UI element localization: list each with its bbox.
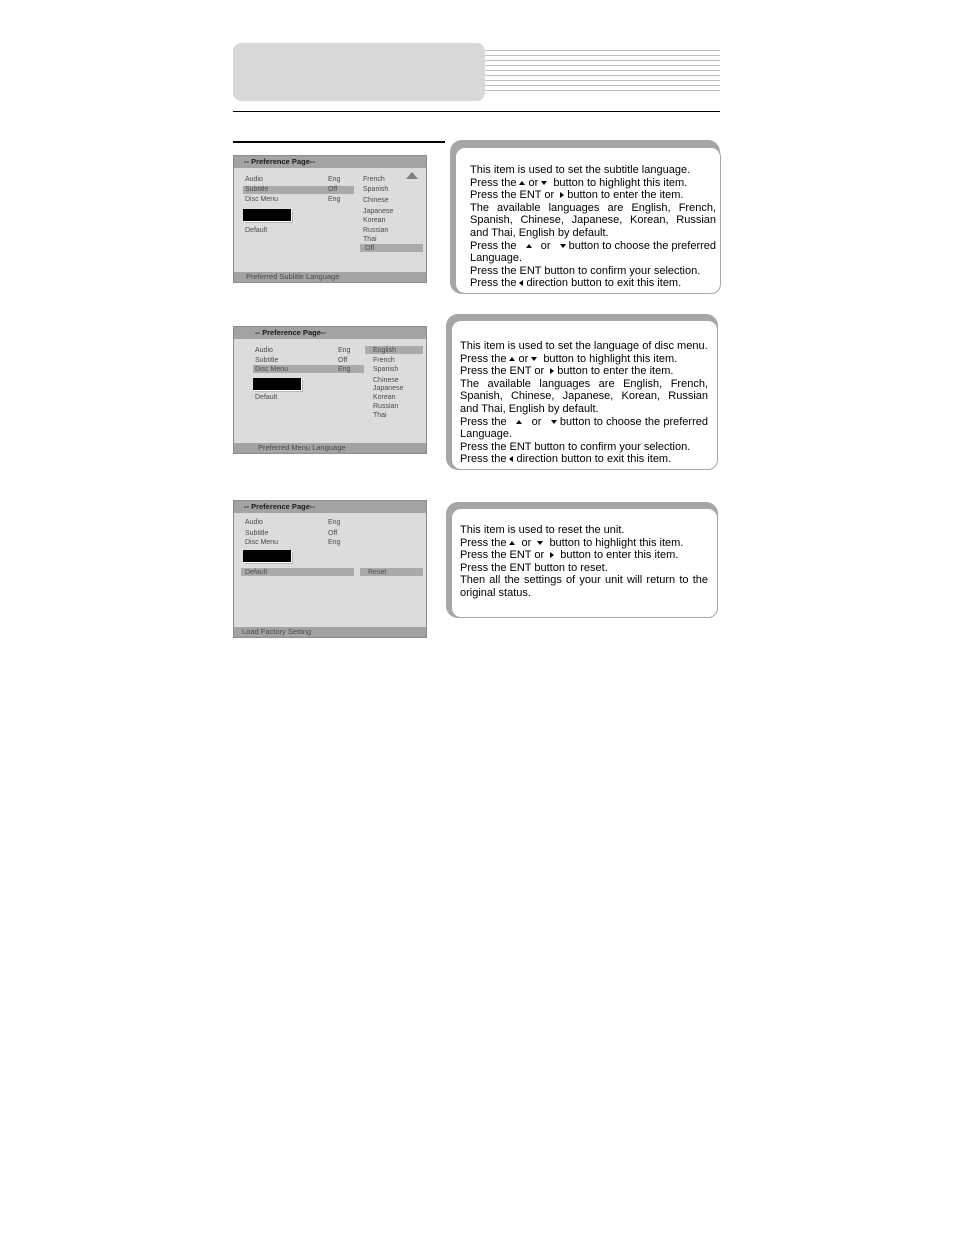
osd-row-label: Audio [245,176,263,183]
info-line: This item is used to set the subtitle language. [470,164,691,176]
subtitle-osd-screen [233,155,427,283]
osd-option: Thai [363,236,377,243]
osd-redacted-block [253,378,301,390]
up-arrow-icon [516,420,522,424]
up-arrow-icon [509,541,515,545]
info-line: Press the direction button to exit this item. [470,277,682,290]
down-arrow-icon [551,420,557,424]
info-line: Press the or button to highlight this item. [460,352,678,365]
info-line: This item is used to set the language of disc menu. [460,340,708,352]
down-arrow-icon [541,181,547,185]
osd-row-value: Eng [328,176,341,183]
osd-title: -- Preference Page-- [234,501,426,513]
osd-row-value: Eng [328,539,341,546]
disc-menu-info-box [451,320,718,470]
left-arrow-icon [519,280,523,286]
osd-row-label: Disc Menu [245,196,279,203]
osd-option: French [363,176,385,183]
right-arrow-icon [550,552,554,558]
down-arrow-icon [531,357,537,361]
osd-row-label: Default [245,569,268,576]
info-line: Press the ENT button to confirm your selection. [460,440,691,453]
osd-option: Russian [363,227,389,234]
default-osd-screen [233,500,427,638]
osd-option: Off [365,245,375,252]
osd-row-label: Audio [255,347,273,354]
subtitle-info-box [455,147,721,294]
osd-row-label: Disc Menu [255,366,289,373]
info-line: Press the ENT or button to enter this item. [460,549,679,562]
osd-option: Reset [368,569,387,576]
osd-option: Korean [363,217,386,224]
disc-menu-osd-screen [233,326,427,454]
info-line: Press the ENT button to reset. [460,561,608,574]
info-line: Press the ENT or button to enter the item. [460,365,674,378]
osd-row-value: Eng [328,519,341,526]
info-line: Press the direction button to exit this item. [460,453,672,466]
header-tab [233,43,485,101]
info-line: This item is used to reset the unit. [460,524,625,536]
osd-row-value: Off [338,357,348,364]
info-paragraph: Press the or button to choose the preferred Language. [460,415,708,441]
osd-row-value: Off [328,530,338,537]
left-arrow-icon [509,456,513,462]
up-arrow-icon [526,244,532,248]
osd-redacted-block [243,550,291,562]
osd-row-label: Default [245,227,268,234]
osd-option: Korean [373,394,396,401]
osd-row-label: Disc Menu [245,539,279,546]
osd-title: -- Preference Page-- [234,156,426,168]
osd-title: -- Preference Page-- [234,327,426,339]
osd-footer: Load Factory Setting [234,627,426,637]
info-line: Press the or button to highlight this item. [460,536,684,549]
osd-footer: Preferred Sublitle Language [234,272,426,282]
header-rule [233,111,720,112]
osd-row-value: Eng [338,366,351,373]
osd-option: French [373,357,395,364]
osd-redacted-block [243,209,291,221]
info-paragraph: Press the or button to choose the preferred Language. [470,239,717,265]
down-arrow-icon [560,244,566,248]
osd-option: Chinese [363,197,389,204]
osd-row-label: Subtitle [255,357,279,364]
osd-option: English [373,347,396,354]
osd-footer: Preferred Menu Language [234,443,426,453]
osd-option: Russian [373,403,399,410]
scroll-up-icon [406,172,418,179]
up-arrow-icon [509,357,515,361]
info-line: Press the ENT or button to enter the item. [470,189,684,202]
osd-option: Japanese [373,385,404,392]
osd-row-label: Subtitle [245,530,269,537]
info-line: Press the ENT button to confirm your selection. [470,264,701,277]
osd-row-value: Eng [338,347,351,354]
right-arrow-icon [550,368,554,374]
header-lines [485,50,720,98]
section-rule [233,141,445,143]
osd-option: Chinese [373,377,399,384]
right-arrow-icon [560,192,564,198]
osd-row-value: Off [328,186,338,193]
default-info-box [451,508,718,618]
osd-option: Japanese [363,208,394,215]
info-paragraph: The available languages are English, French, Spanish, Chinese, Japanese, Korean, Russian and Thai, English by default. [470,201,716,239]
info-paragraph: Then all the settings of your unit will return to the original status. [460,574,708,599]
osd-option: Thai [373,412,387,419]
info-line: Press the or button to highlight this item. [470,176,688,189]
info-paragraph: The available languages are English, French, Spanish, Chinese, Japanese, Korean, Russian and Thai, English by default. [460,377,708,415]
osd-row-label: Audio [245,519,263,526]
osd-row-value: Eng [328,196,341,203]
up-arrow-icon [519,181,525,185]
osd-row-label: Default [255,394,278,401]
osd-option: Spanish [363,186,389,193]
down-arrow-icon [537,541,543,545]
osd-row-label: Subtitle [245,186,269,193]
osd-option: Spanish [373,366,399,373]
